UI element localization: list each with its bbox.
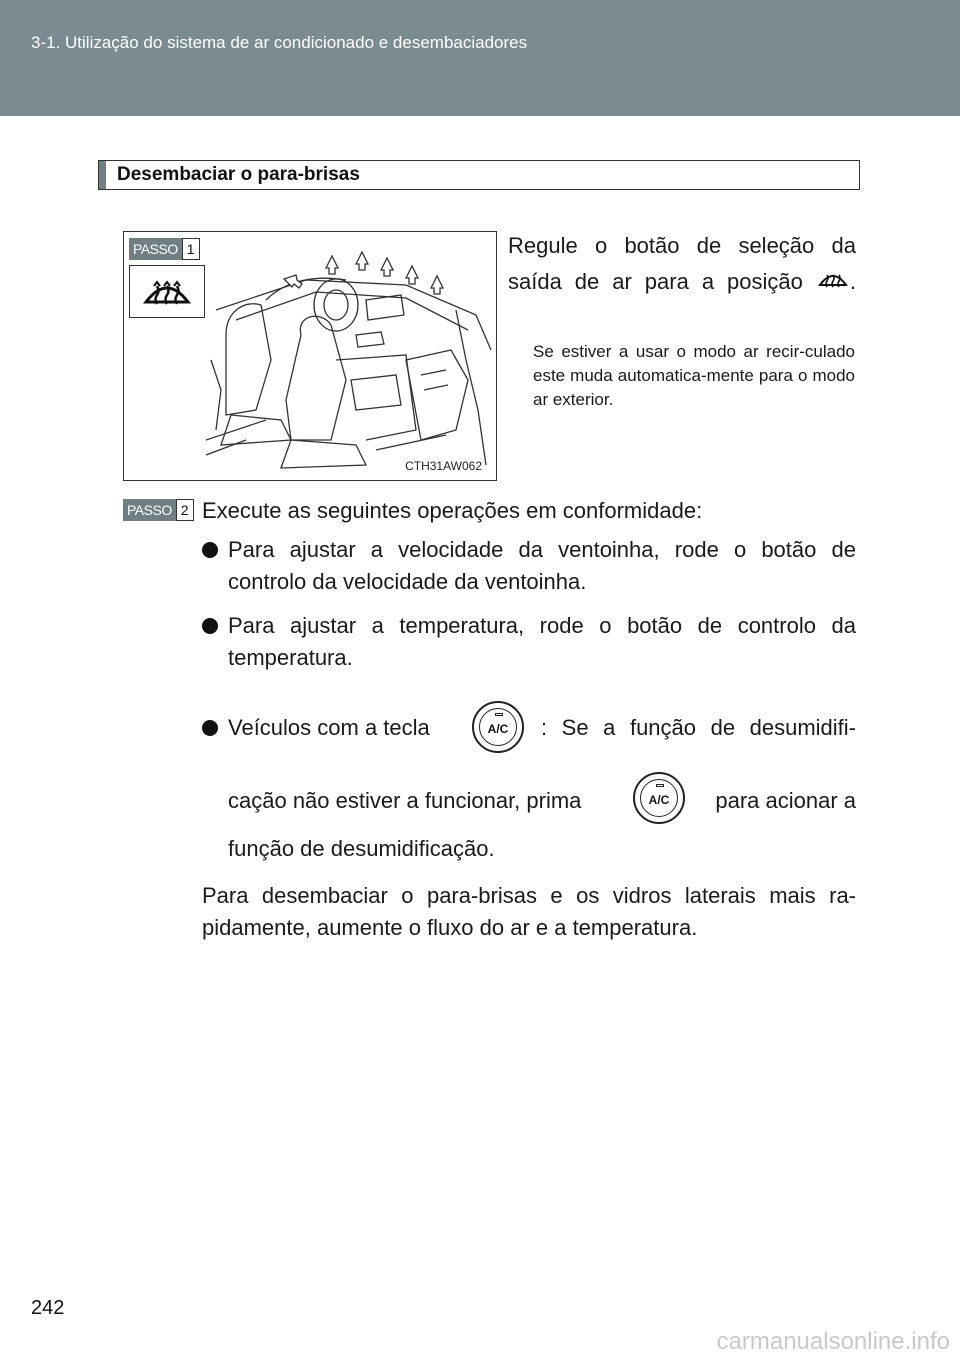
page-number: 242 — [31, 1297, 65, 1319]
step2-badge — [123, 499, 194, 521]
windshield-defrost-icon — [129, 265, 205, 318]
bullet-ac-line2b: para acionar a — [715, 788, 856, 813]
chapter-title: 3-1. Utilização do sistema de ar condicionado e desembaciadores — [31, 33, 528, 52]
ac-button-icon — [633, 772, 685, 824]
bullet-ac-line3: função de desumidificação. — [228, 836, 495, 861]
step2-number: 2 — [176, 499, 194, 521]
bullet-dot — [202, 720, 218, 736]
bullet-dot — [202, 618, 218, 634]
step2-intro: Execute as seguintes operações em conformidade: — [202, 498, 703, 523]
step1-text-before: Regule o botão de seleção da saída de ar para a posição — [508, 233, 856, 294]
page-header — [0, 0, 960, 116]
ac-button-label: A/C — [648, 793, 670, 807]
ac-indicator-led — [495, 713, 503, 716]
section-title: Desembaciar o para-brisas — [117, 164, 360, 185]
ac-button-icon — [472, 701, 524, 753]
ac-indicator-led — [656, 784, 664, 787]
bullet-fan-speed — [202, 534, 856, 598]
bullet-ac-line1a: Veículos com a tecla — [228, 715, 430, 740]
figure-caption: CTH31AW062 — [405, 459, 482, 473]
step1-badge — [129, 238, 200, 260]
bullet-ac-line1b: : Se a função de desumidifi- — [541, 715, 856, 740]
step1-number: 1 — [182, 238, 200, 260]
step1-note: Se estiver a usar o modo ar recir-culado este muda automatica-mente para o modo ar exterior. — [533, 342, 855, 409]
step1-text-after: . — [849, 269, 856, 294]
step1-instruction — [508, 228, 856, 302]
bullet-dot — [202, 542, 218, 558]
section-heading-bar — [98, 160, 860, 190]
watermark: carmanualsonline.info — [716, 1328, 950, 1355]
bullet-ac-line2a: cação não estiver a funcionar, prima — [228, 788, 582, 813]
final-note: Para desembaciar o para-brisas e os vidros laterais mais ra-pidamente, aumente o fluxo do ar e a temperatura. — [202, 883, 856, 940]
step2-label: PASSO — [123, 499, 176, 521]
section-accent — [99, 161, 106, 189]
car-interior-drawing — [206, 240, 492, 472]
ac-button-label: A/C — [487, 722, 509, 736]
defrost-inline-icon — [816, 265, 850, 302]
step1-label: PASSO — [129, 238, 182, 260]
bullet-temperature — [202, 610, 856, 674]
bullet-fan-speed-text: Para ajustar a velocidade da ventoinha, rode o botão de controlo da velocidade da ventoinha. — [228, 537, 856, 594]
dashboard-illustration — [123, 231, 497, 481]
bullet-temperature-text: Para ajustar a temperatura, rode o botão de controlo da temperatura. — [228, 613, 856, 670]
